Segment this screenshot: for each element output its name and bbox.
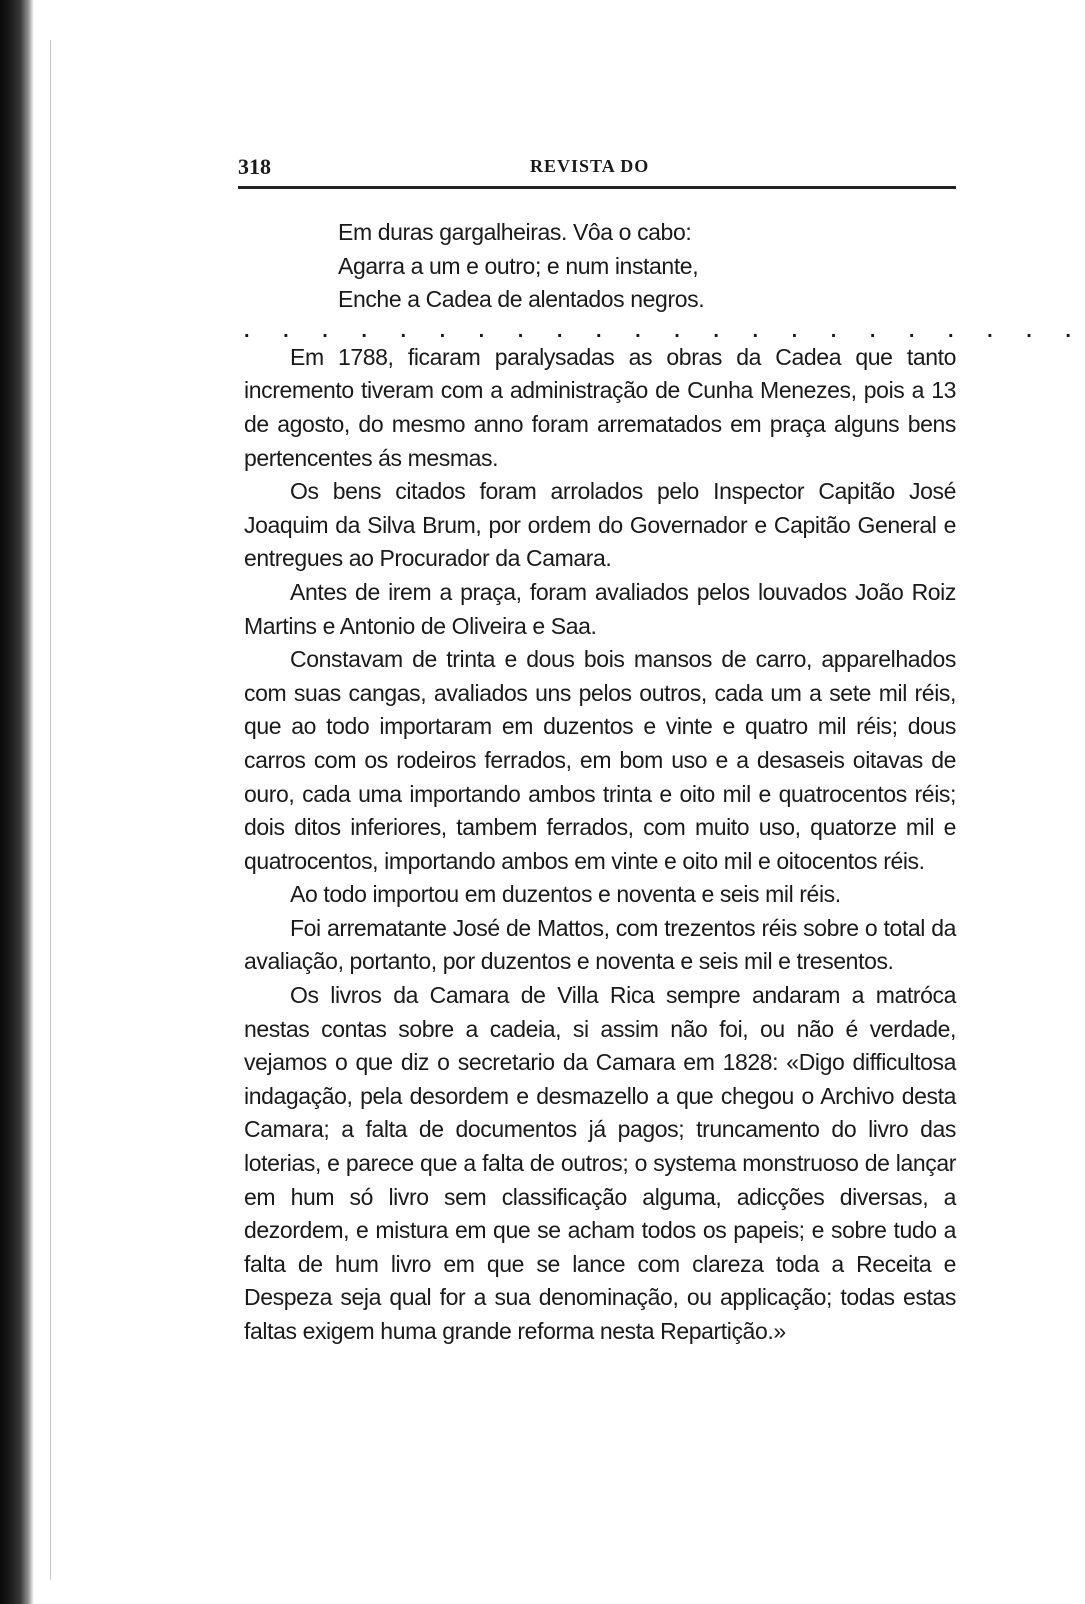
ellipsis-separator: . . . . . . . . . . . . . . . . . . . . . . [244,319,1085,342]
page-number: 318 [238,154,271,179]
verse-block [244,216,956,317]
paragraph: Constavam de trinta e dous bois mansos de carro, apparelhados com suas cangas, avaliados uns pelos outros, cada um a sete mil réis, que ao todo importaram em duzentos e vinte e quatro mil réis; dous carros com os rodeiros ferrados, em bom uso e a desaseis oitavas de ouro, cada uma importando ambos trinta e oito mil e quatrocentos réis; dois ditos inferiores, tambem ferrados, com muito uso, quatorze mil e quatrocentos, importando ambos em vinte e oito mil e oitocentos réis. [244,646,956,874]
page-header [238,148,958,188]
paragraph: Em 1788, ficaram paralysadas as obras da Cadea que tanto incremento tiveram com a administração de Cunha Menezes, pois a 13 de agosto, do mesmo anno foram arrematados em praça alguns bens pertencentes ás mesmas. [244,343,956,471]
running-title: REVISTA DO [530,156,650,176]
verse-line: Em duras gargalheiras. Vôa o cabo: [338,219,692,245]
page-edge-line [50,40,51,1580]
verse-line: Enche a Cadea de alentados negros. [338,286,705,313]
paragraph: Ao todo importou em duzentos e noventa e seis mil réis. [290,881,841,908]
paragraph: Os livros da Camara de Villa Rica sempre andaram a matróca nestas contas sobre a cadeia, si assim não foi, ou não é verdade, vejamos o que diz o secretario da Camara em 1828: «Digo difficultosa indagação, pela desordem e desmazello a que chegou o Archivo desta Camara; a falta de documentos já pagos; truncamento do livro das loterias, e parece que a falta de outros; o systema monstruoso de lançar em hum só livro sem classificação alguma, adicções diversas, a dezordem, e mistura em que se acham todos os papeis; e sobre tudo a falta de hum livro em que se lance com clareza toda a Receita e Despeza seja qual for a sua denominação, ou applicação; todas estas faltas exigem huma grande reforma nesta Repartição.» [244,982,956,1344]
paragraph: Os bens citados foram arrolados pelo Inspector Capitão José Joaquim da Silva Brum, por ordem do Governador e Capitão General e entregues ao Procurador da Camara. [244,478,956,572]
paragraph: Antes de irem a praça, foram avaliados pelos louvados João Roiz Martins e Antonio de Oliveira e Saa. [244,578,956,639]
verse-line: Agarra a um e outro; e num instante, [338,252,699,279]
book-spine-shadow [0,0,34,1604]
page-body [244,216,1085,1349]
paragraph: Foi arrematante José de Mattos, com trezentos réis sobre o total da avaliação, portanto, por duzentos e noventa e seis mil e tresentos. [244,914,956,975]
header-rule [238,186,956,189]
